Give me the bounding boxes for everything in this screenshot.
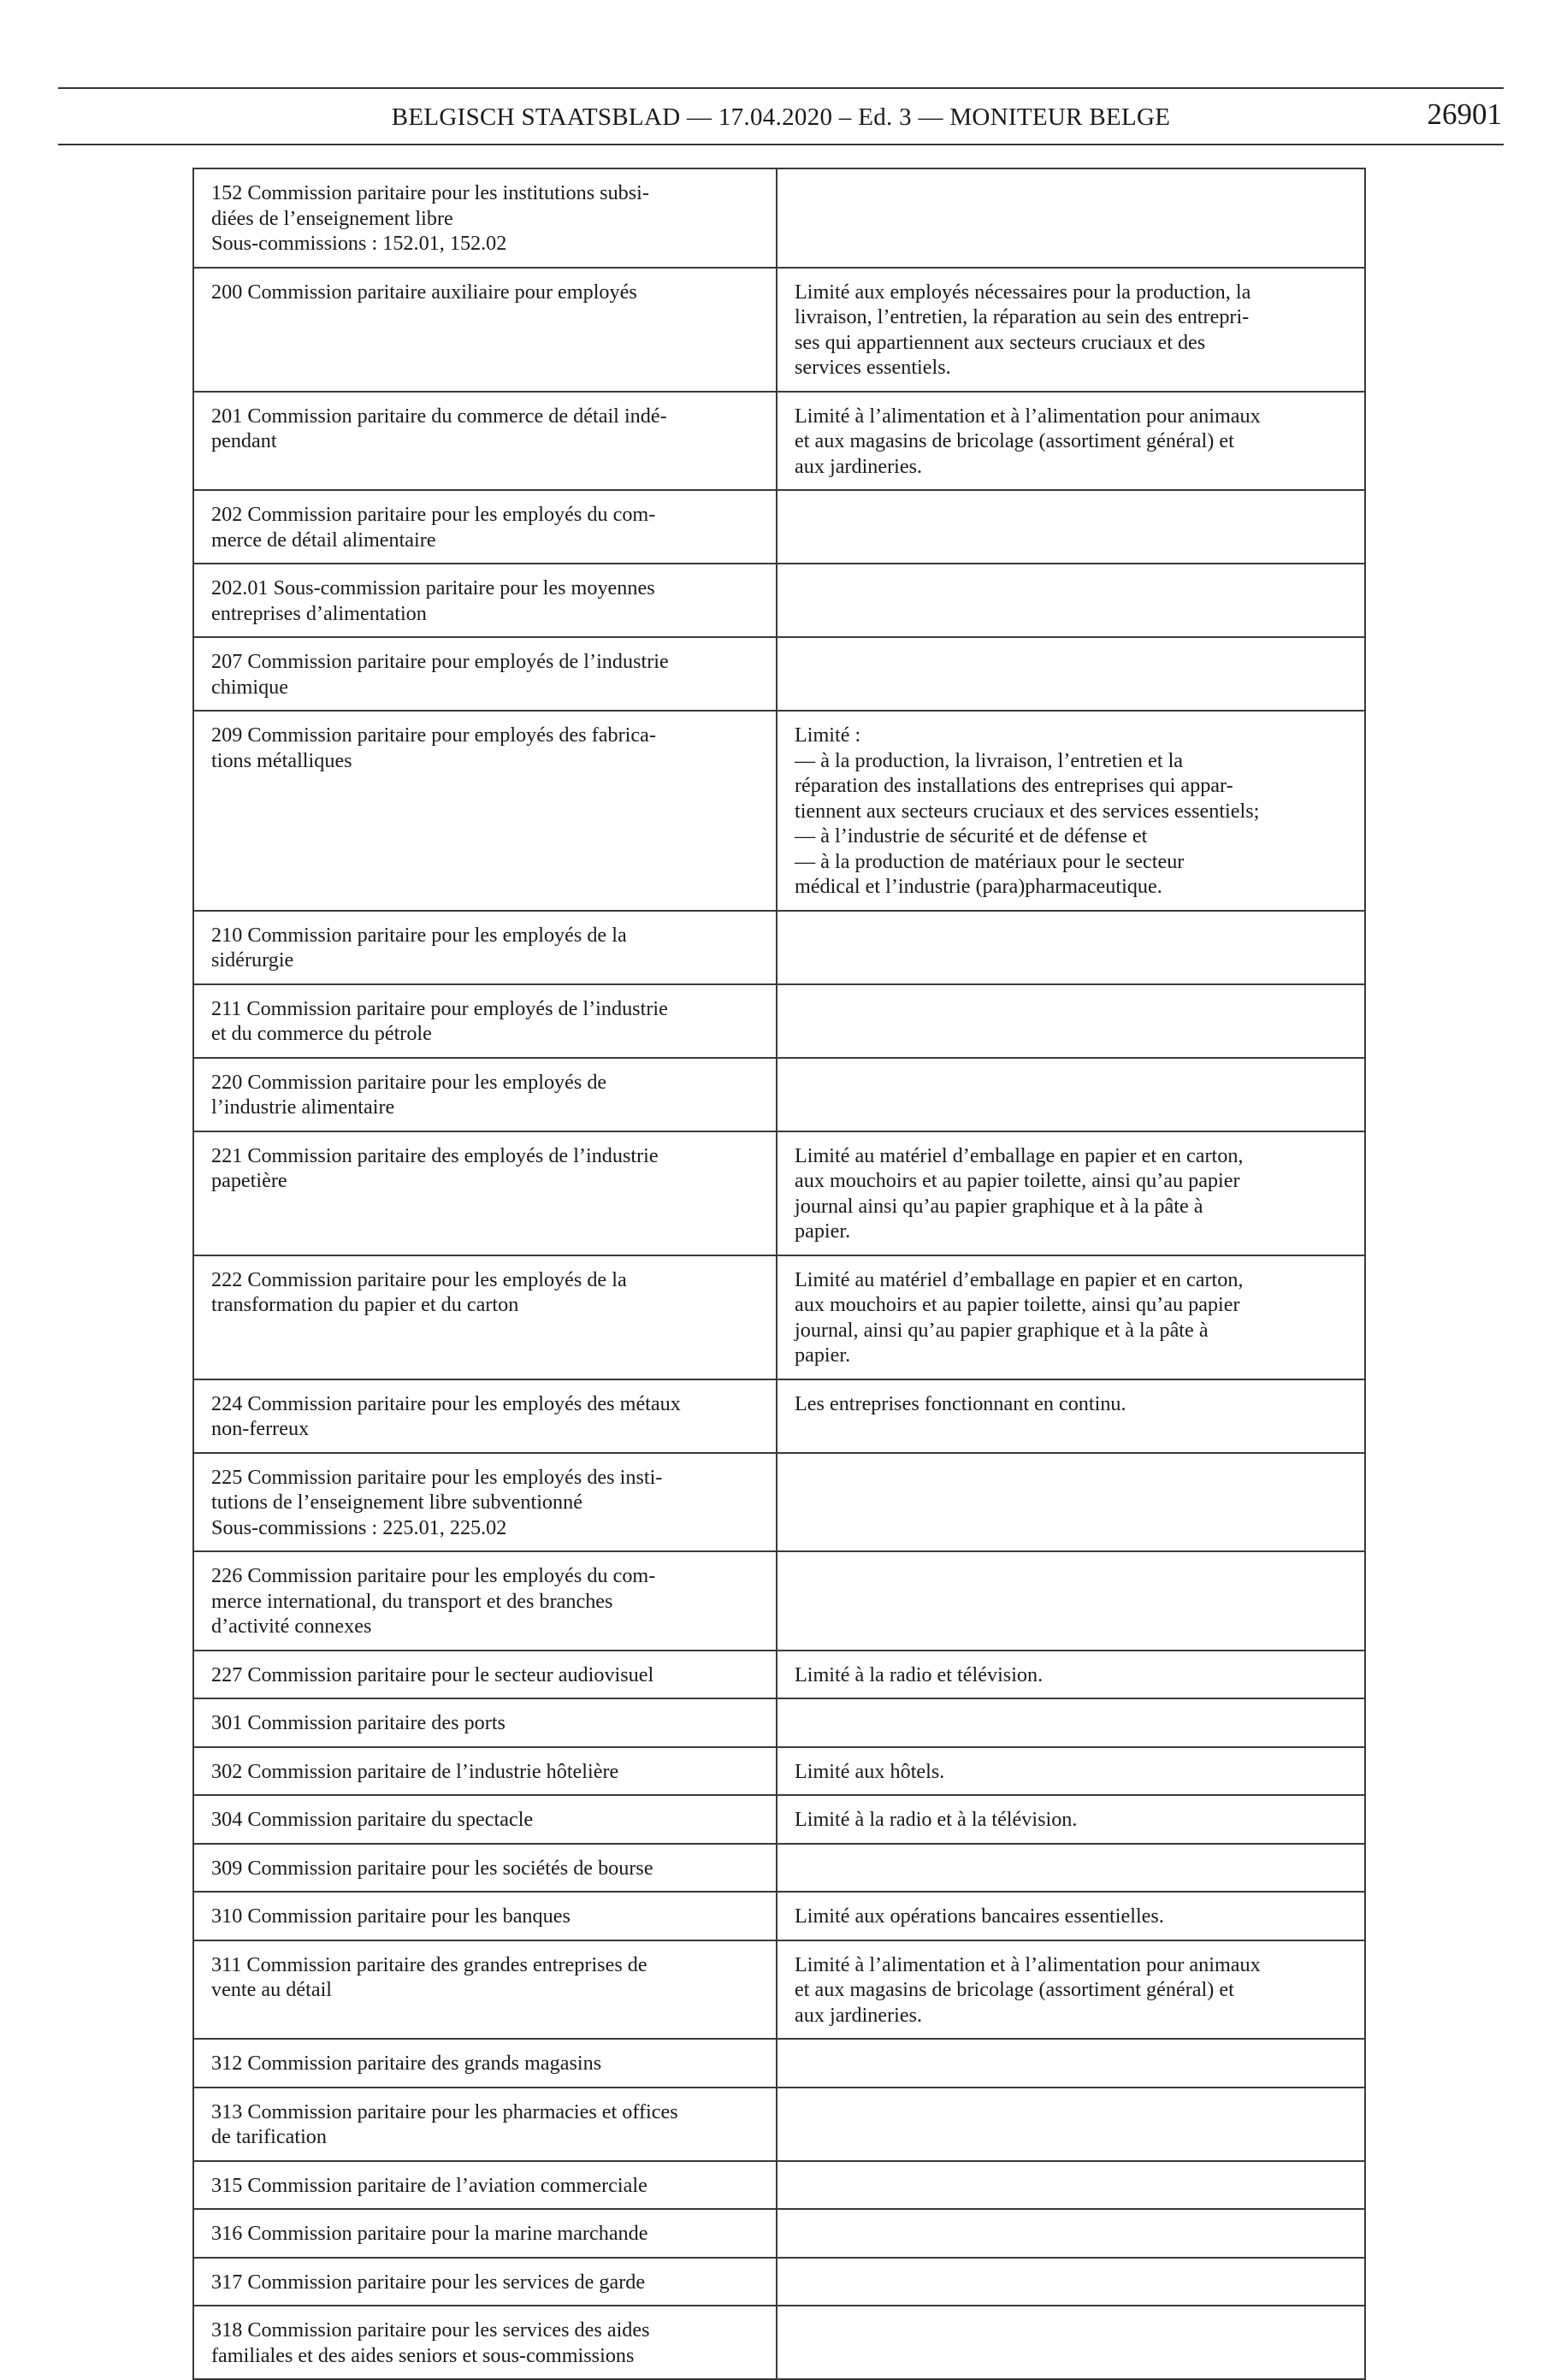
commission-line: 225 Commission paritaire pour les employés des insti- [211,1465,663,1489]
scope-line: papier. [795,1220,851,1243]
page-number: 26901 [1427,97,1502,131]
scope-line: Les entreprises fonctionnant en continu. [795,1391,1126,1415]
commission-line: 316 Commission paritaire pour la marine marchande [211,2222,648,2245]
commission-cell [193,1940,777,2040]
scope-cell [777,1892,1365,1940]
scope-cell [777,490,1365,564]
commission-line: papetière [211,1169,287,1192]
table-row [193,1698,1365,1747]
commission-line: merce de détail alimentaire [211,528,436,552]
commission-line: 224 Commission paritaire pour les employés des métaux [211,1391,681,1415]
scope-line: Limité aux opérations bancaires essentielles. [795,1905,1164,1928]
commission-line: 313 Commission paritaire pour les pharmacies et offices [211,2099,678,2123]
commission-cell [193,564,777,637]
scope-line: aux mouchoirs et au papier toilette, ainsi qu’au papier [795,1169,1240,1192]
table-row [193,1651,1365,1699]
scope-cell [777,911,1365,984]
table-row [193,2161,1365,2210]
table-row [193,1747,1365,1796]
commission-cell [193,1058,777,1131]
table-row [193,2088,1365,2161]
scope-line: services essentiels. [795,356,951,379]
table-row [193,711,1365,911]
commission-cell [193,1379,777,1453]
table-row [193,1255,1365,1379]
commission-line: pendant [211,429,277,452]
scope-cell [777,1698,1365,1747]
scope-cell [777,984,1365,1058]
commission-cell [193,711,777,911]
commission-line: chimique [211,675,289,699]
commission-line: 201 Commission paritaire du commerce de détail indé- [211,404,667,428]
scope-cell [777,1844,1365,1893]
scope-cell [777,2209,1365,2258]
table-row [193,564,1365,637]
scope-line: papier. [795,1344,851,1367]
commission-line: d’activité connexes [211,1615,372,1638]
commission-line: tions métalliques [211,748,352,772]
scope-cell [777,1940,1365,2040]
commission-cell [193,1698,777,1747]
scope-line: Limité à la radio et télévision. [795,1662,1044,1686]
commission-cell [193,490,777,564]
commission-line: 315 Commission paritaire de l’aviation commerciale [211,2173,647,2197]
table-row [193,1453,1365,1552]
scope-cell [777,2039,1365,2088]
commission-cell [193,2039,777,2088]
scope-line: tiennent aux secteurs cruciaux et des services essentiels; [795,799,1260,823]
commission-cell [193,911,777,984]
commission-line: diées de l’enseignement libre [211,206,453,230]
scope-cell [777,2161,1365,2210]
table-row [193,2306,1365,2379]
scope-line: Limité à l’alimentation et à l’alimentation pour animaux [795,1952,1261,1976]
commission-cell [193,2306,777,2379]
scope-cell [777,1131,1365,1255]
scope-cell [777,2258,1365,2306]
commission-line: familiales et des aides seniors et sous-commissions [211,2343,635,2367]
commission-line: 221 Commission paritaire des employés de l’industrie [211,1143,659,1167]
table-row [193,1892,1365,1940]
page-header [58,87,1504,145]
scope-line: Limité : [795,723,861,747]
commission-line: 220 Commission paritaire pour les employés de [211,1070,607,1094]
commission-cell [193,2088,777,2161]
commission-line: 310 Commission paritaire pour les banques [211,1905,571,1928]
scope-line: journal ainsi qu’au papier graphique et à la pâte à [795,1194,1203,1218]
commission-line: 202 Commission paritaire pour les employés du com- [211,503,656,526]
commission-line: 304 Commission paritaire du spectacle [211,1808,534,1831]
commission-line: et du commerce du pétrole [211,1022,432,1045]
commission-line: 210 Commission paritaire pour les employés de la [211,923,627,947]
commission-cell [193,168,777,268]
scope-line: Limité au matériel d’emballage en papier et en carton, [795,1143,1244,1167]
commission-line: 301 Commission paritaire des ports [211,1711,505,1734]
scope-cell [777,2306,1365,2379]
commission-cell [193,637,777,711]
commission-line: l’industrie alimentaire [211,1096,395,1119]
commission-line: 222 Commission paritaire pour les employés de la [211,1267,627,1291]
scope-line: et aux magasins de bricolage (assortiment général) et [795,1978,1234,2001]
table-row [193,268,1365,392]
table-row [193,1551,1365,1651]
commission-cell [193,2209,777,2258]
commission-cell [193,984,777,1058]
commission-cell [193,1453,777,1552]
commission-line: 200 Commission paritaire auxiliaire pour employés [211,280,637,304]
scope-line: — à la production de matériaux pour le secteur [795,849,1185,873]
scope-cell [777,1058,1365,1131]
commission-cell [193,1551,777,1651]
scope-cell [777,1551,1365,1651]
commission-line: 318 Commission paritaire pour les services des aides [211,2318,650,2342]
commission-line: 302 Commission paritaire de l’industrie hôtelière [211,1759,619,1783]
commission-line: merce international, du transport et des branches [211,1589,613,1613]
commission-cell [193,1747,777,1796]
table-row [193,2039,1365,2088]
commissions-table [192,168,1366,2380]
commission-line: 209 Commission paritaire pour employés des fabrica- [211,723,656,747]
commission-line: Sous-commissions : 225.01, 225.02 [211,1515,507,1539]
commission-line: 312 Commission paritaire des grands magasins [211,2052,602,2075]
commission-line: Sous-commissions : 152.01, 152.02 [211,232,507,255]
table-row [193,1795,1365,1844]
scope-line: Limité aux hôtels. [795,1759,945,1783]
scope-cell [777,711,1365,911]
scope-cell [777,1255,1365,1379]
commission-line: sidérurgie [211,948,294,971]
commission-line: vente au détail [211,1978,333,2001]
table-row [193,1131,1365,1255]
table-row [193,1058,1365,1131]
scope-line: Limité à la radio et à la télévision. [795,1808,1078,1831]
commission-line: 311 Commission paritaire des grandes entreprises de [211,1952,647,1976]
scope-line: livraison, l’entretien, la réparation au sein des entrepri- [795,305,1250,328]
commission-line: non-ferreux [211,1417,310,1440]
scope-line: aux jardineries. [795,2003,923,2027]
scope-cell [777,268,1365,392]
table-row [193,168,1365,268]
commission-line: tutions de l’enseignement libre subventionné [211,1491,582,1514]
scope-line: et aux magasins de bricolage (assortiment général) et [795,429,1234,452]
commission-line: 226 Commission paritaire pour les employés du com- [211,1564,656,1587]
scope-line: Limité au matériel d’emballage en papier et en carton, [795,1267,1244,1291]
scope-line: réparation des installations des entreprises qui appar- [795,774,1233,797]
table-row [193,2258,1365,2306]
scope-cell [777,1453,1365,1552]
commission-line: 152 Commission paritaire pour les institutions subsi- [211,181,649,204]
scope-cell [777,564,1365,637]
scope-cell [777,1795,1365,1844]
commission-cell [193,1892,777,1940]
commission-cell [193,2258,777,2306]
scope-cell [777,168,1365,268]
publication-title: BELGISCH STAATSBLAD — 17.04.2020 – Ed. 3 — MONITEUR BELGE [391,103,1171,131]
scope-line: aux jardineries. [795,454,923,478]
scope-line: — à l’industrie de sécurité et de défense et [795,824,1148,847]
table-row [193,1940,1365,2040]
scope-cell [777,2088,1365,2161]
commission-cell [193,1795,777,1844]
scope-cell [777,392,1365,491]
scope-cell [777,1747,1365,1796]
commission-line: 309 Commission paritaire pour les sociétés de bourse [211,1856,653,1880]
commission-line: 211 Commission paritaire pour employés de l’industrie [211,996,668,1020]
scope-line: journal, ainsi qu’au papier graphique et à la pâte à [795,1318,1209,1342]
scope-cell [777,1379,1365,1453]
commission-cell [193,268,777,392]
commissions-table-body [193,168,1365,2379]
commission-line: transformation du papier et du carton [211,1293,519,1316]
commission-line: 202.01 Sous-commission paritaire pour les moyennes [211,576,655,599]
table-row [193,1379,1365,1453]
scope-line: ses qui appartiennent aux secteurs cruciaux et des [795,330,1206,354]
table-row [193,490,1365,564]
scope-line: aux mouchoirs et au papier toilette, ainsi qu’au papier [795,1293,1240,1316]
scope-line: — à la production, la livraison, l’entretien et la [795,748,1184,772]
commission-cell [193,1651,777,1699]
scope-line: Limité aux employés nécessaires pour la production, la [795,280,1251,304]
table-row [193,1844,1365,1893]
commission-cell [193,392,777,491]
commission-line: 317 Commission paritaire pour les services de garde [211,2270,646,2294]
commission-cell [193,1131,777,1255]
table-row [193,392,1365,491]
commission-line: 227 Commission paritaire pour le secteur audiovisuel [211,1662,654,1686]
scope-cell [777,637,1365,711]
table-row [193,911,1365,984]
commission-line: de tarification [211,2125,327,2148]
scope-line: Limité à l’alimentation et à l’alimentation pour animaux [795,404,1261,428]
table-row [193,2209,1365,2258]
table-row [193,637,1365,711]
table-row [193,984,1365,1058]
commission-line: 207 Commission paritaire pour employés de l’industrie [211,650,669,673]
commission-cell [193,1255,777,1379]
commission-line: entreprises d’alimentation [211,601,427,625]
commission-cell [193,1844,777,1893]
commission-cell [193,2161,777,2210]
scope-cell [777,1651,1365,1699]
scope-line: médical et l’industrie (para)pharmaceutique. [795,875,1162,898]
